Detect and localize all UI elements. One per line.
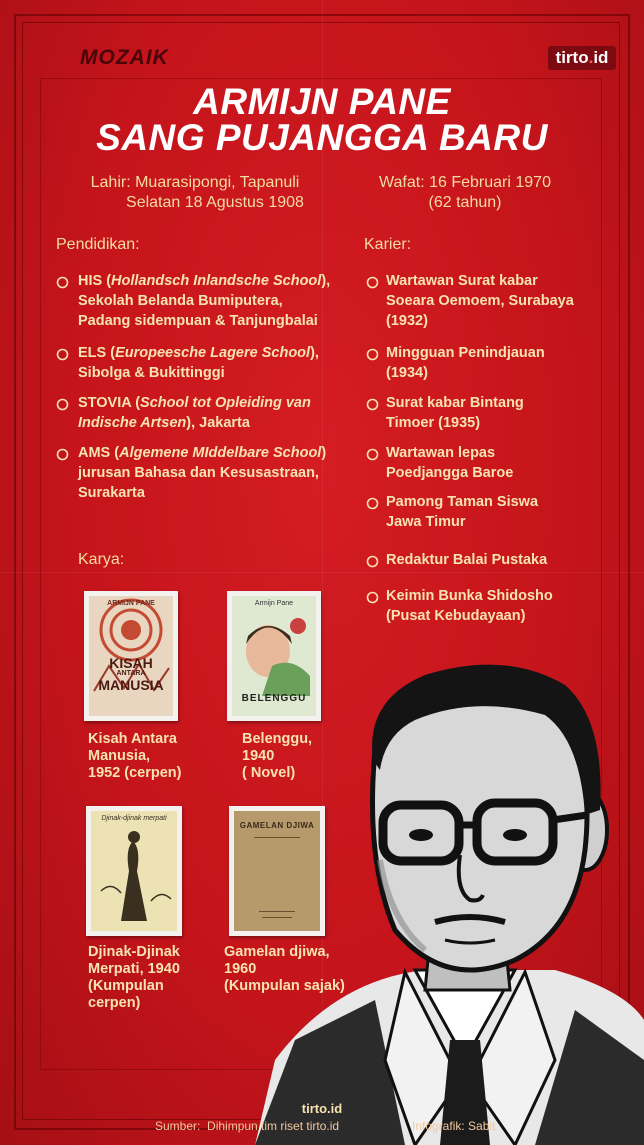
cover-text: Djinak-djinak merpati <box>101 815 167 822</box>
cover-title: KISAH ANTARA MANUSIA <box>98 655 164 693</box>
book-caption: Kisah Antara Manusia, 1952 (cerpen) <box>88 731 182 781</box>
circle-bullet-icon <box>366 348 379 361</box>
footer-source: Sumber: Dihimpun tim riset tirto.id <box>155 1119 340 1133</box>
logo-dot: . <box>588 48 594 67</box>
circle-bullet-icon <box>56 276 69 289</box>
career-item: Keimin Bunka Shidosho (Pusat Kebudayaan) <box>386 588 553 624</box>
death-line: Wafat: 16 Februari 1970 <box>379 174 551 191</box>
career-item: Pamong Taman Siswa Jawa Timur <box>386 494 539 530</box>
cover-title: BELENGGU <box>241 693 307 704</box>
tirto-logo[interactable] <box>548 46 616 70</box>
circle-bullet-icon <box>366 555 379 568</box>
page-subtitle: SANG PUJANGGA BARU <box>96 117 548 158</box>
cover-text: Armijn Pane <box>254 600 294 607</box>
death-info <box>360 173 570 213</box>
education-item: AMS (Algemene MIddelbare School) jurusan Bahasa dan Kesusastraan, Surakarta <box>78 445 327 501</box>
career-item: Mingguan Penindjauan (1934) <box>386 345 545 381</box>
footer-credit: Infografik: Sabit <box>412 1119 496 1133</box>
career-item: Wartawan Surat kabar Soeara Oemoem, Surabaya (1932) <box>386 273 574 329</box>
birth-line: Selatan 18 Agustus 1908 <box>126 194 304 211</box>
logo-suffix: id <box>593 48 609 67</box>
birth-line: Lahir: Muarasipongi, Tapanuli <box>90 174 300 191</box>
book-caption: Djinak-Djinak Merpati, 1940 (Kumpulan cerpen) <box>88 944 180 1011</box>
circle-bullet-icon <box>56 448 69 461</box>
education-item: STOVIA (School tot Opleiding van Indische Artsen), Jakarta <box>78 395 311 431</box>
book-caption: Gamelan djiwa, 1960 (Kumpulan sajak) <box>224 944 345 994</box>
education-item: HIS (Hollandsch Inlandsche School), Sekolah Belanda Bumiputera, Padang sidempuan & Tanjungbalai <box>78 273 331 329</box>
series-label: MOZAIK <box>80 46 169 69</box>
circle-bullet-icon <box>366 497 379 510</box>
education-item: ELS (Europeesche Lagere School), Sibolga & Bukittinggi <box>78 345 319 381</box>
career-item: Wartawan lepas Poedjangga Baroe <box>386 445 514 481</box>
circle-bullet-icon <box>56 398 69 411</box>
circle-bullet-icon <box>366 591 379 604</box>
circle-bullet-icon <box>366 448 379 461</box>
birth-info <box>60 173 330 213</box>
footer-brand: tirto.id <box>301 1101 343 1116</box>
book-caption: Belenggu, 1940 ( Novel) <box>242 731 313 781</box>
book-cover-kisah <box>84 591 178 721</box>
paper-fold <box>0 572 644 573</box>
circle-bullet-icon <box>366 398 379 411</box>
cover-text: ARMIJN PANE <box>107 600 155 607</box>
death-line: (62 tahun) <box>428 194 502 211</box>
education-heading: Pendidikan: <box>56 236 140 253</box>
career-heading: Karier: <box>364 236 412 253</box>
cover-title: GAMELAN DJIWA <box>239 821 315 830</box>
circle-bullet-icon <box>366 276 379 289</box>
circle-bullet-icon <box>56 348 69 361</box>
book-cover-djinak <box>86 806 182 936</box>
career-item: Redaktur Balai Pustaka <box>386 552 548 568</box>
works-heading: Karya: <box>78 551 125 568</box>
logo-text: tirto <box>555 48 589 67</box>
career-item: Surat kabar Bintang Timoer (1935) <box>386 395 524 431</box>
portrait-illustration <box>255 640 644 1145</box>
page-title: ARMIJN PANE <box>193 81 451 122</box>
